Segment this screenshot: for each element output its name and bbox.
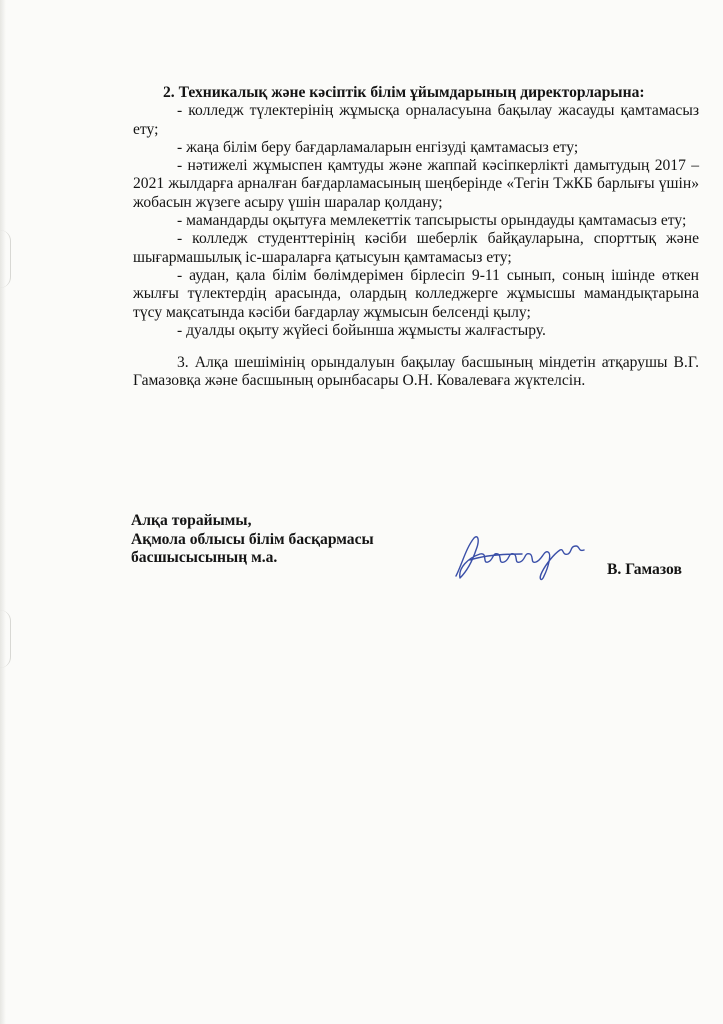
handwritten-signature <box>452 524 592 588</box>
signatory-line-2: Ақмола облысы білім басқармасы <box>131 530 374 548</box>
signatory-line-3: басшысысының м.а. <box>131 549 278 566</box>
list-item: - аудан, қала білім бөлімдерімен бірлесіп 9-11 сынып, соның ішінде өткен жылғы түлектердің арасында, олардың колледжерге жұмысшы мамандықтарына түсу мақсатында кәсіби бағдарлау жұмысын белсенді қылу; <box>133 266 699 321</box>
signatory-title <box>131 512 374 568</box>
list-item: - колледж студенттерінің кәсіби шеберлік байқауларына, спорттық және шығармашылық іс-шараларға қатысуын қамтамасыз ету; <box>133 230 699 266</box>
signatory-line-1: Алқа төрайымы, <box>131 512 252 529</box>
list-item: - нәтижелі жұмыспен қамтуды және жаппай кәсіпкерлікті дамытудың 2017 – 2021 жылдарға арналған бағдарламасының шеңберінде «Тегін ТжКБ барлығы үшін» жобасын жүзеге асыру үшін шаралар қолдану; <box>133 157 699 211</box>
document-body <box>133 84 699 391</box>
binder-hole-mark <box>0 230 11 288</box>
section-3-text: 3. Алқа шешімінің орындалуын бақылау басшының міндетін атқарушы В.Г. Гамазовқа және басшының орынбасары О.Н. Ковалеваға жүктелсін. <box>133 354 699 390</box>
list-item: - колледж түлектерінің жұмысқа орналасуына бақылау жасауды қамтамасыз ету; <box>133 102 699 138</box>
list-item: - жаңа білім беру бағдарламаларын енгізуді қамтамасыз ету; <box>177 138 579 156</box>
list-item: - дуалды оқыту жүйесі бойынша жұмысты жалғастыру. <box>177 321 546 339</box>
list-item: - мамандарды оқытуға мемлекеттік тапсырысты орындауды қамтамасыз ету; <box>177 212 687 230</box>
signatory-name: В. Гамазов <box>607 561 682 578</box>
section-2-heading: 2. Техникалық және кәсіптік білім ұйымдарының директорларына: <box>163 84 645 101</box>
scan-edge-shadow <box>0 0 6 1024</box>
binder-hole-mark <box>0 610 11 668</box>
